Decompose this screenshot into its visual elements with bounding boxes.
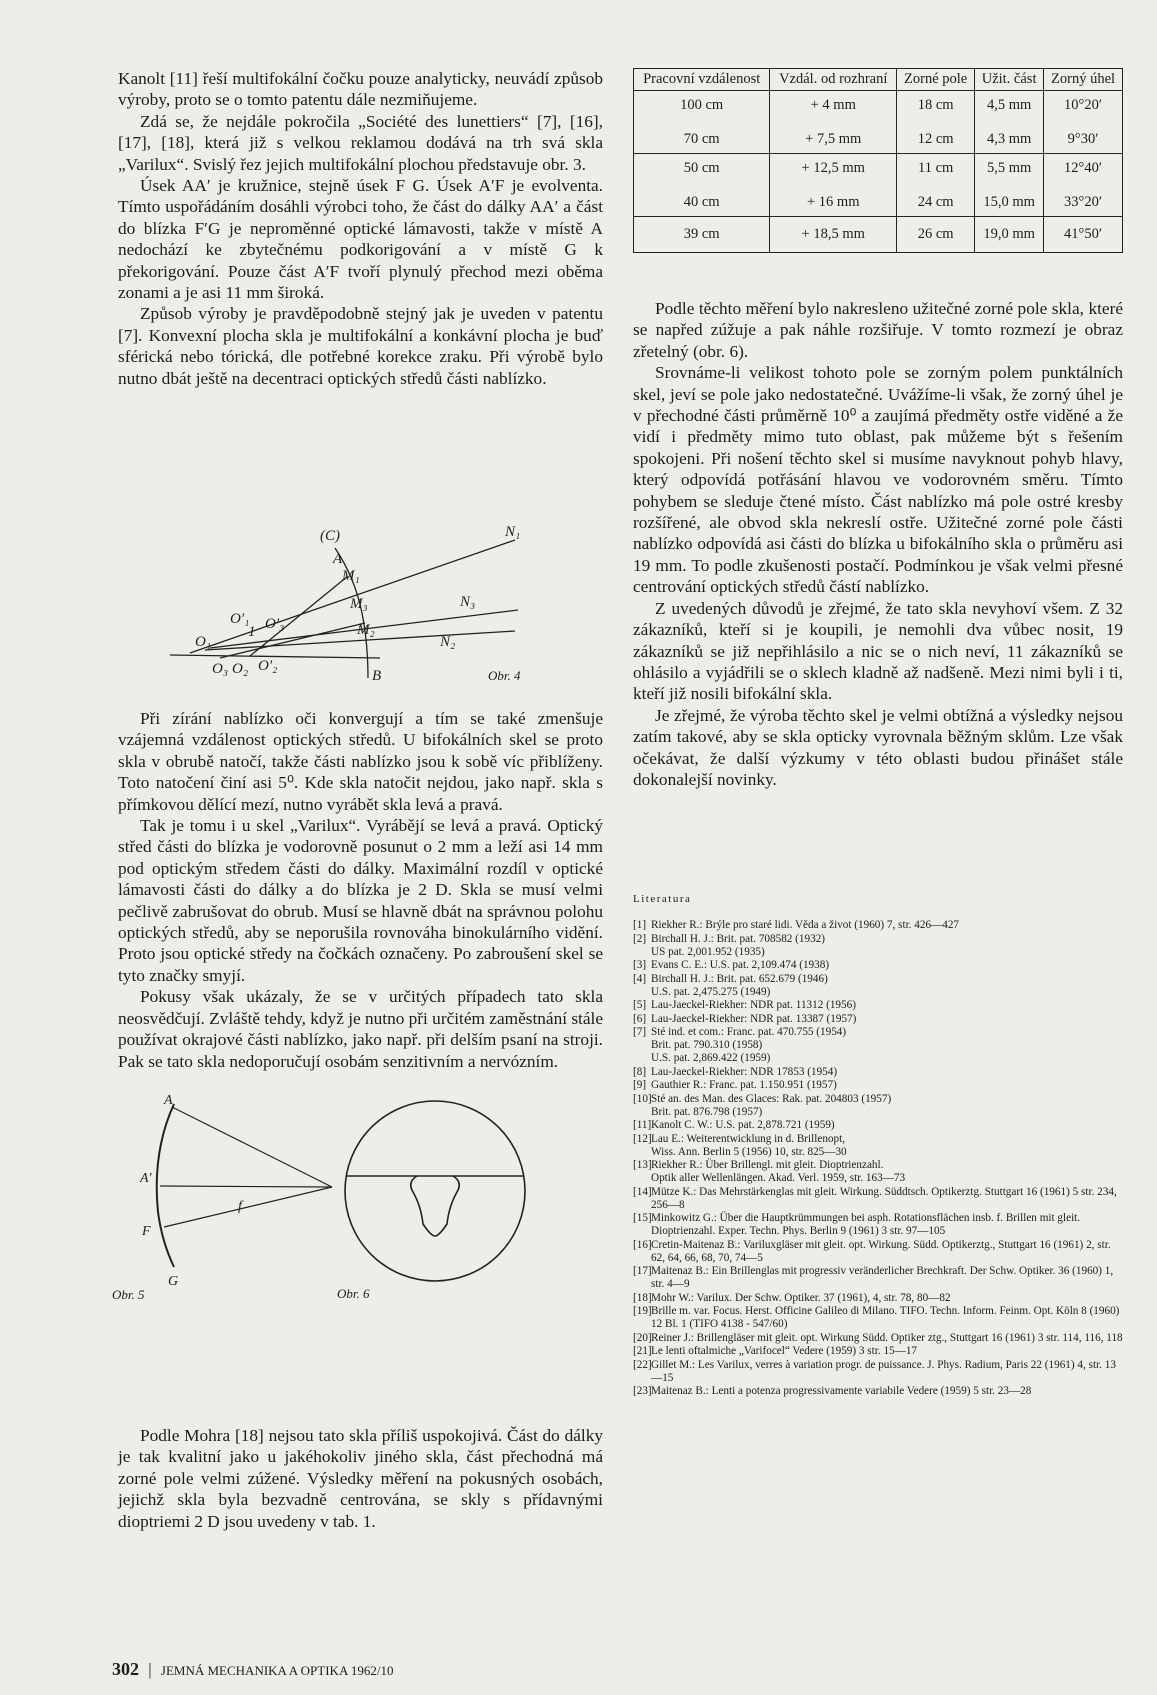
paragraph: Způsob výroby je pravděpodobně stejný jak je uveden v patentu [7]. Konvexní plocha skla je multifokální a konkávní plocha je buď sférická nebo tórická, dle potřebné korekce zraku. Při výrobě bylo nutno dbát ještě na decentraci optických středů části nablízko. xyxy=(118,304,603,388)
label-o1: O₁ xyxy=(195,634,212,650)
paragraph: Pokusy však ukázaly, že se v určitých případech tato skla neosvědčují. Zvláště tehdy, když je nutno při určitém zaměstnání stále používat okrajové části nablízko, jako např. při delším psaní na stroji. Pak se tato skla nedoporučují osobám senzitivním a nervózním. xyxy=(118,987,604,1071)
table-cell: + 12,5 mm xyxy=(801,159,865,176)
reference-item xyxy=(633,959,1123,972)
figure-4 xyxy=(150,518,550,693)
reference-text: Kanolt C. W.: U.S. pat. 2,878.721 (1959) xyxy=(651,1119,835,1131)
table-cell: 9°30′ xyxy=(1067,130,1099,147)
page-number: 302 xyxy=(112,1659,139,1679)
table-cell: 10°20′ xyxy=(1064,96,1103,113)
table-cell: + 16 mm xyxy=(806,193,860,210)
figure-4-caption: Obr. 4 xyxy=(488,668,521,683)
label-g: G xyxy=(168,1274,179,1289)
literature-heading: Literatura xyxy=(633,893,692,905)
reference-text: Le lenti oftalmiche „Varifocel“ Vedere (1959) 3 str. 15—17 xyxy=(651,1345,918,1357)
table-row xyxy=(634,91,1123,154)
table-cell: + 7,5 mm xyxy=(805,130,862,147)
table-row xyxy=(634,217,1123,253)
label-o3: O₃ xyxy=(212,661,229,677)
reference-text: Brille m. var. Focus. Herst. Officine Galileo di Milano. TIFO. Techn. Inform. Feinm. Opt. Köln 8 (1960) 12 Bl. 1 (TIFO 4138 - 547/60) xyxy=(651,1305,1120,1330)
label-f-upper: F xyxy=(142,1224,151,1239)
reference-number: [8] xyxy=(633,1065,647,1078)
table-cell: 12°40′ xyxy=(1064,159,1103,176)
reference-number: [2] xyxy=(633,932,647,945)
reference-number: [3] xyxy=(633,959,647,971)
reference-number: [1] xyxy=(633,919,647,931)
reference-item xyxy=(633,1013,1123,1026)
table-cell: 50 cm xyxy=(683,159,720,176)
reference-text: Birchall H. J.: Brit. pat. 708582 (1932) US pat. 2,001.952 (1935) xyxy=(651,932,826,958)
table-cell: 15,0 mm xyxy=(983,193,1035,210)
table-cell: 12 cm xyxy=(917,130,954,147)
table-cell: 4,5 mm xyxy=(986,96,1032,113)
reference-item xyxy=(633,1212,1123,1238)
table-header-cell: Zorné pole xyxy=(897,69,975,91)
figure-6 xyxy=(335,1096,535,1301)
label-c: (C) xyxy=(320,528,340,544)
reference-item xyxy=(633,1159,1123,1185)
reference-text: Maitenaz B.: Ein Brillenglas mit progressiv veränderlicher Brechkraft. Der Schw. Optiker. 36 (1960) 1, str. 4—9 xyxy=(651,1265,1114,1290)
reference-text: Minkowitz G.: Über die Hauptkrümmungen bei asph. Rotationsflächen insb. f. Brillen mit gleit. Dioptrienzahl. Exper. Techn. Phys. Berlin 9 (1961) 3 str. 97—105 xyxy=(651,1212,1081,1237)
right-text xyxy=(633,298,1123,790)
footer-separator: | xyxy=(148,1660,152,1679)
reference-item xyxy=(633,1305,1123,1331)
table-cell: 19,0 mm xyxy=(975,217,1044,253)
table-cell: 41°50′ xyxy=(1044,217,1123,253)
reference-item xyxy=(633,1359,1123,1385)
paragraph: Z uvedených důvodů je zřejmé, že tato skla nevyhoví všem. Z 32 zákazníků, kteří si je koupili, je nemohli dva vůbec nosit, 19 zákazníků se již nepřihlásilo a nic se o nich neví, 11 zákazníků se ohlásilo a vyjádřili se o sklech kladně až nadšeně. Mezi nimi byli i ti, kteří již nosili bifokální skla. xyxy=(633,598,1123,704)
reference-text: Sté an. des Man. des Glaces: Rak. pat. 204803 (1957) Brit. pat. 876.798 (1957) xyxy=(651,1092,892,1118)
table-header-cell: Zorný úhel xyxy=(1044,69,1123,91)
reference-item xyxy=(633,1292,1123,1305)
reference-text: Maitenaz B.: Lenti a potenza progressivamente variabile Vedere (1959) 5 str. 23—28 xyxy=(651,1385,1032,1397)
paragraph: Podle Mohra [18] nejsou tato skla příliš uspokojivá. Část do dálky je tak kvalitní jako u jakéhokoliv jiného skla, část přechodná má zorné pole velmi zúžené. Výsledky měření na pokusných osobách, jejichž skla byla bezvadně centrována, se skly s přídavnými dioptriemi 2 D jsou uvedeny v tab. 1. xyxy=(118,1426,603,1531)
reference-text: Gillet M.: Les Varilux, verres à variation progr. de puissance. J. Phys. Radium, Paris 22 (1961) 4, str. 13—15 xyxy=(651,1358,1116,1384)
paragraph: Při zírání nablízko oči konvergují a tím se také zmenšuje vzájemná vzdálenost optických středů. U bifokálních skel se proto skla v obrubě natočí, takže části nablízko jsou k sobě víc přiblíženy. Toto natočení činí asi 5⁰. Kde skla natočit nejdou, jako např. skla s přímkovou dělící mezí, nutno vyrábět skla levá a pravá. xyxy=(118,709,603,814)
left-text-top xyxy=(118,68,603,389)
label-a-prime: A′ xyxy=(140,1171,152,1186)
label-o1-prime: O′₁ xyxy=(230,611,250,627)
reference-text: Lau-Jaeckel-Riekher: NDR 17853 (1954) xyxy=(651,1065,838,1078)
table-header-cell: Užit. část xyxy=(975,69,1044,91)
table-cell: + 4 mm xyxy=(810,96,856,113)
transition-zone xyxy=(411,1176,460,1236)
reference-item xyxy=(633,1186,1123,1212)
reference-item xyxy=(633,1093,1123,1119)
reference-number: [15] xyxy=(633,1212,652,1224)
label-b: B xyxy=(372,668,382,684)
reference-item xyxy=(633,1239,1123,1265)
reference-item xyxy=(633,1133,1123,1159)
label-o2: O₂ xyxy=(232,661,249,677)
reference-number: [11] xyxy=(633,1119,652,1131)
literature-section xyxy=(633,893,1123,1399)
label-n3: N₃ xyxy=(460,594,476,610)
reference-item xyxy=(633,1332,1123,1345)
reference-number: [18] xyxy=(633,1291,652,1304)
table-header-cell: Vzdál. od rozhraní xyxy=(770,69,897,91)
reference-number: [16] xyxy=(633,1238,652,1251)
reference-text: Lau-Jaeckel-Riekher: NDR pat. 11312 (1956) xyxy=(651,999,856,1011)
reference-number: [13] xyxy=(633,1159,652,1171)
reference-text: Lau E.: Weiterentwicklung in d. Brillenopt, Wiss. Ann. Berlin 5 (1956) 10, str. 825—30 xyxy=(651,1132,847,1158)
figure-6-caption: Obr. 6 xyxy=(337,1286,370,1301)
reference-number: [12] xyxy=(633,1132,652,1145)
reference-number: [14] xyxy=(633,1185,652,1198)
left-text-middle xyxy=(118,708,603,1072)
label-o2-prime: O′₂ xyxy=(258,658,278,674)
reference-text: Lau-Jaeckel-Riekher: NDR pat. 13387 (1957) xyxy=(651,1012,857,1025)
reference-number: [17] xyxy=(633,1265,652,1277)
paragraph: Kanolt [11] řeší multifokální čočku pouze analyticky, neuvádí způsob výroby, proto se o tomto patentu dále nezmiňujeme. xyxy=(118,69,603,110)
reference-number: [10] xyxy=(633,1092,652,1105)
table-cell: 5,5 mm xyxy=(986,159,1032,176)
reference-number: [7] xyxy=(633,1026,647,1038)
reference-text: Birchall H. J.: Brit. pat. 652.679 (1946) U.S. pat. 2,475.275 (1949) xyxy=(651,972,828,998)
table-cell: 18 cm xyxy=(917,96,954,113)
reference-number: [23] xyxy=(633,1385,652,1397)
table-header-row xyxy=(634,69,1123,91)
left-text-bottom xyxy=(118,1425,603,1532)
paragraph: Srovnáme-li velikost tohoto pole se zorným polem punktálních skel, jeví se pole jako nedostatečné. Uvážíme-li však, že zorný úhel je v přechodné části průměrně 10⁰ a zaujímá předměty ostře viděné a že vidí i předměty mimo tuto oblast, pak můžeme být s řešením spokojeni. Při nošení těchto skel si musíme navyknout pohyb hlavy, který odpovídá potřásání hlavou ve vodorovném směru. Tímto pohybem se sleduje čtené místo. Část nablízko má pole ostré kresby rozšířené, ale obvod skla nekreslí ostře. Užitečné zorné pole části nablízko odpovídá asi části do blízka u bifokálního skla o průměru asi 19 mm. To podle zkušenosti postačí. Podmínkou je však velmi přesné centrování optických středů částí nablízko. xyxy=(633,363,1123,597)
table-cell: 4,3 mm xyxy=(986,130,1032,147)
table-row xyxy=(634,154,1123,217)
reference-item xyxy=(633,999,1123,1012)
label-f-lower: f xyxy=(238,1199,242,1214)
table-cell: 24 cm xyxy=(917,193,954,210)
reference-number: [5] xyxy=(633,999,647,1011)
reference-item xyxy=(633,1385,1123,1398)
page-footer xyxy=(112,1659,393,1680)
journal-title: JEMNÁ MECHANIKA A OPTIKA 1962/10 xyxy=(160,1663,394,1678)
results-table xyxy=(633,68,1123,253)
reference-item xyxy=(633,1079,1123,1092)
paragraph: Je zřejmé, že výroba těchto skel je velmi obtížná a výsledky nejsou zatím takové, aby se skla opticky vyrovnala běžným sklům. Lze však očekávat, že další výzkumy v této oblasti budou přinášet stále dokonalejší novinky. xyxy=(633,705,1123,789)
paragraph: Podle těchto měření bylo nakresleno užitečné zorné pole skla, které se napřed zúžuje a pak náhle rozšiřuje. V tomto rozmezí je obraz zřetelný (obr. 6). xyxy=(633,299,1123,361)
reference-item xyxy=(633,1265,1123,1291)
reference-number: [20] xyxy=(633,1331,652,1344)
reference-text: Riekher R.: Über Brillengl. mit gleit. Dioptrienzahl. Optik aller Wellenlängen. Akad. Verl. 1959, str. 163—73 xyxy=(651,1159,906,1184)
reference-text: Evans C. E.: U.S. pat. 2,109.474 (1938) xyxy=(651,959,830,971)
figure-5-caption: Obr. 5 xyxy=(112,1287,145,1302)
reference-item xyxy=(633,1026,1123,1065)
reference-item xyxy=(633,973,1123,999)
reference-item xyxy=(633,933,1123,959)
label-o3-prime: O′₃ xyxy=(265,616,285,632)
table-cell: + 18,5 mm xyxy=(770,217,897,253)
paragraph: Tak je tomu i u skel „Varilux“. Vyrábějí se levá a pravá. Optický střed části do blízka je vodorovně posunut o 2 mm a leží asi 14 mm pod optickým středem části do dálky. Maximální rozdíl v optické lámavosti části do dálky a do blízka je 2 D. Skla se musí velmi pečlivě zabrušovat do obrub. Musí se hlavně dbát na správnou polohu optických středů, aby se neporušila rovnováha binokulárního vidění. Proto jsou optické středy na čočkách označeny. Po zabroušení skel se tyto značky smyjí. xyxy=(118,816,603,985)
reference-number: [21] xyxy=(633,1345,652,1357)
reference-text: Mütze K.: Das Mehrstärkenglas mit gleit. Wirkung. Süddtsch. Optikerztg. Stuttgart 16 (1961) 5 str. 234, 256—8 xyxy=(651,1185,1117,1211)
label-one: 1 xyxy=(248,624,256,640)
label-n2: N₂ xyxy=(440,634,456,650)
paragraph: Zdá se, že nejdále pokročila „Société des lunettiers“ [7], [16], [17], [18], která již s velkou reklamou dodává na trh svá skla „Varilux“. Svislý řez jejich multifokální plochou představuje obr. 3. xyxy=(118,111,603,174)
reference-item xyxy=(633,1345,1123,1358)
reference-text: Reiner J.: Brillengläser mit gleit. opt. Wirkung Südd. Optiker ztg., Stuttgart 16 (1961) 3 str. 114, 116, 118 xyxy=(651,1331,1123,1344)
table-cell: 39 cm xyxy=(634,217,770,253)
reference-text: Gauthier R.: Franc. pat. 1.150.951 (1957) xyxy=(651,1079,837,1091)
right-column xyxy=(633,68,1123,1397)
reference-number: [6] xyxy=(633,1012,647,1025)
label-m2: M₂ xyxy=(357,622,375,638)
label-m3: M₃ xyxy=(350,596,368,612)
reference-item xyxy=(633,1119,1123,1132)
reference-number: [19] xyxy=(633,1305,652,1317)
table-cell: 11 cm xyxy=(917,159,954,176)
reference-list xyxy=(633,919,1123,1398)
paragraph: Úsek AA′ je kružnice, stejně úsek F G. Úsek A′F je evolventa. Tímto uspořádáním dosáhli výrobci toho, že část do dálky AA′ a část do blízka F′G je neproměnné optické lámavosti, takže v místě A nedochází ke zbytečnému podkorigování a v místě G k překorigování. Pouze část A′F tvoří plynulý přechod mezi oběma zonami a je asi 11 mm široká. xyxy=(118,176,603,303)
figure-5-diagram xyxy=(112,1092,342,1307)
label-n1: N₁ xyxy=(505,524,521,540)
reference-text: Cretin-Maitenaz B.: Variluxgläser mit gleit. opt. Wirkung. Südd. Optikerztg., Stuttgart 16 (1961) 2, str. 62, 64, 66, 68, 70, 74—5 xyxy=(651,1238,1111,1264)
figure-4-diagram xyxy=(150,518,550,693)
table-header-cell: Pracovní vzdálenost xyxy=(634,69,770,91)
table-cell: 33°20′ xyxy=(1064,193,1103,210)
label-a: A xyxy=(164,1093,173,1108)
lens-outline xyxy=(345,1101,525,1281)
reference-number: [22] xyxy=(633,1358,652,1371)
table-cell: 100 cm xyxy=(680,96,724,113)
table-cell: 70 cm xyxy=(683,130,720,147)
reference-text: Sté ind. et com.: Franc. pat. 470.755 (1954) Brit. pat. 790.310 (1958) U.S. pat. 2,869.422 (1959) xyxy=(651,1026,847,1064)
reference-item xyxy=(633,919,1123,932)
reference-text: Riekher R.: Brýle pro staré lidi. Věda a život (1960) 7, str. 426—427 xyxy=(651,919,960,931)
reference-text: Mohr W.: Varilux. Der Schw. Optiker. 37 (1961), 4, str. 78, 80—82 xyxy=(651,1291,951,1304)
label-a: A xyxy=(333,551,343,567)
reference-number: [4] xyxy=(633,972,647,985)
label-m1: M₁ xyxy=(342,568,360,584)
table-cell: 40 cm xyxy=(683,193,720,210)
table-cell: 26 cm xyxy=(897,217,975,253)
reference-number: [9] xyxy=(633,1079,647,1091)
figure-6-diagram xyxy=(335,1096,535,1291)
figure-5 xyxy=(112,1092,342,1307)
reference-item xyxy=(633,1066,1123,1079)
